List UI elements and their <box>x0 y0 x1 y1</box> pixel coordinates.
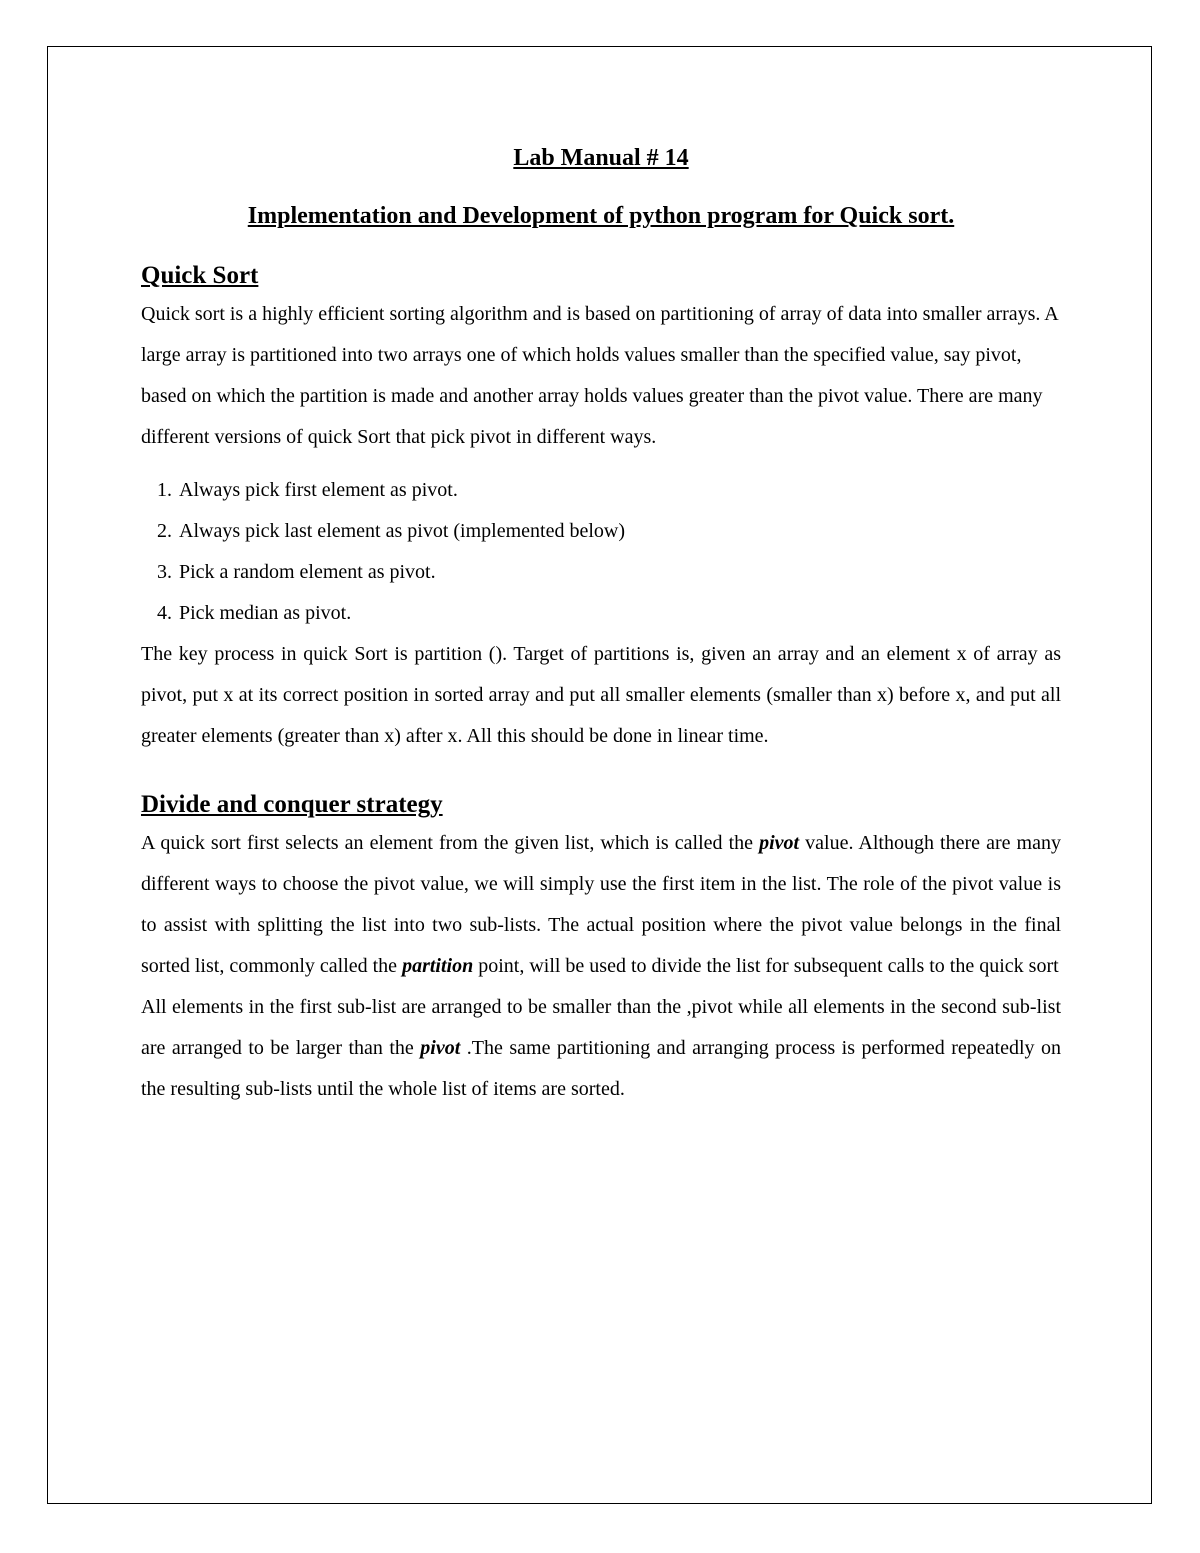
quick-sort-heading: Quick Sort <box>141 262 259 289</box>
lab-title: Lab Manual # 14 <box>513 145 689 171</box>
document-content <box>141 140 1061 1110</box>
text-run: All elements in the first sub-list are arranged to be smaller than the ,pivot while all elements in the second sub-list are arranged to be larger than the <box>141 996 1061 1059</box>
divide-conquer-paragraph-2 <box>141 987 1061 1110</box>
divide-conquer-heading: Divide and conquer strategy <box>141 791 443 818</box>
text-run: value. Although there are many different ways to choose the pivot value, we will simply use the first item in the list. The role of the pivot value is to assist with splitting the list into two sub-lists. The actual position where the pivot value belongs in the final sorted list, commonly called the <box>141 832 1061 977</box>
pivot-term: pivot <box>759 832 800 854</box>
partition-term: partition <box>402 955 474 977</box>
pivot-methods-list <box>141 470 1061 634</box>
list-item: 2. Always pick last element as pivot (implemented below) <box>177 511 1061 552</box>
pivot-term: pivot <box>420 1037 461 1059</box>
list-item: 1. Always pick first element as pivot. <box>177 470 1061 511</box>
text-run: A quick sort first selects an element from the given list, which is called the <box>141 832 760 854</box>
list-item: 3. Pick a random element as pivot. <box>177 552 1061 593</box>
list-item: 4. Pick median as pivot. <box>177 593 1061 634</box>
partition-paragraph: The key process in quick Sort is partition (). Target of partitions is, given an array and an element x of array as pivot, put x at its correct position in sorted array and put all smaller elements (smaller than x) before x, and put all greater elements (greater than x) after x. All this should be done in linear time. <box>141 643 1061 747</box>
text-run: point, will be used to divide the list for subsequent calls to the quick sort <box>473 955 1059 977</box>
lab-subtitle: Implementation and Development of python program for Quick sort. <box>247 203 955 229</box>
divide-conquer-paragraph-1 <box>141 823 1061 987</box>
text-run: .The same partitioning and arranging process is performed repeatedly on the resulting sub-lists until the whole list of items are sorted. <box>141 1037 1061 1100</box>
quick-sort-intro: Quick sort is a highly efficient sorting algorithm and is based on partitioning of array of data into smaller arrays. A large array is partitioned into two arrays one of which holds values smaller than the specified value, say pivot, based on which the partition is made and another array holds values greater than the pivot value. There are many different versions of quick Sort that pick pivot in different ways. <box>141 303 1058 448</box>
